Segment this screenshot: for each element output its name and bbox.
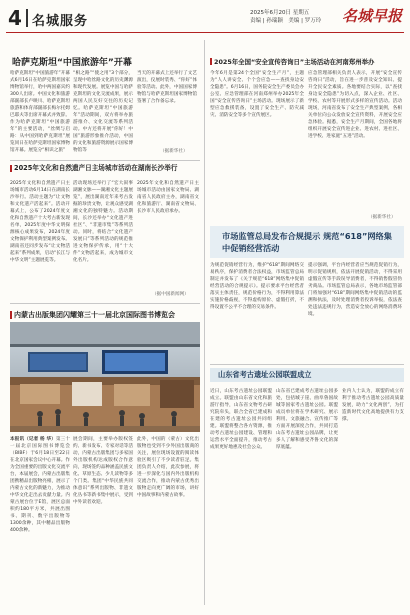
section-divider	[210, 364, 404, 365]
article-bookfair-col2: 展会期间，主要举办版权签约、新书发布、专家对话等活动，内蒙古出版集团与多家国外出版机构达成版权合作意向，现场签约品种涵盖民族文化、草原生态、少儿读物等多个门类。集团“中华民族共同体意识”系列出版物、非遗文化丛书等新书集中展示，受到中外读者欢迎。	[73, 437, 133, 505]
exhibition-hall-image	[10, 322, 200, 432]
masthead-logo: 名城早报	[341, 7, 402, 25]
article-harbin-title[interactable]: 哈萨克斯坦“中国旅游年”开幕	[12, 58, 132, 68]
article-harbin-col2: “相之路”“使之用”3个部分，呈现中哈丝路文化的历史渊源和现代发展。展览中国与哈萨克斯坦的文化交流成果，展示两国人民友好交往的历史记忆。哈萨克斯坦“中国旅游年”活动期间，双方将举办旅游推介、文化交流等系列活动。中方还将开展“你好！中国”旅游形象推介活动，中国的文化和旅游资源展示国家博物馆等	[73, 71, 133, 153]
article-culture-col1: 2025年文化和自然遗产日主场城市活动6月14日在湖南长沙举行。活动主题为“让文物和文化遗产活起来”。活动开幕式上，公布了2024年度文化和自然遗产十大考古新发现名单，2025年度中华文明探源核心成果发布，2024年度文物保护利用典型案例发布。湖南省还同步发布“让文物活起来”系列成果，启动“长江与中华文明”主题展览等。	[10, 181, 70, 263]
article-shandong-col1: 近日，山东考古遗址公园联盟成立。联盟由山东省文化和旅游厅指导，山东省文物考古研究院牵头，联合全省已建成和在建的考古遗址公园共同组建。联盟将整合各方资源，推动考古遗址公园建设、管理和运营水平全面提升，推动考古成果更好地惠及社会公众。	[210, 389, 272, 450]
header-divider	[26, 9, 28, 27]
article-safety-title[interactable]: 2025年全国“安全宣传咨询日”主场活动在河南郑州举办	[214, 57, 404, 66]
header-rule	[6, 32, 404, 33]
article-harbin-col1: 哈萨克斯坦“中国旅游年”开幕式6月16日在哈萨克斯坦国家博物馆举行，哈中两国嘉宾约300人出席。中国文化和旅游部副部长卢映川、哈萨克斯坦旅游和体育部副部长梅尔托姆巴耶夫等出席开幕式并致辞。作为哈萨克斯坦“中国旅游年”的主要活动，“丝绸与启路：从中国到哈萨克斯坦”展览同日在哈萨克斯坦国家博物馆开幕。展览分“相识之旅”	[10, 71, 70, 153]
column-divider	[204, 40, 205, 605]
article-shandong-col3: 业内人士认为，联盟的成立有利于推动考古遗址公园高质量发展，助力“文化两创”，为打造新时代文化高地提供有力支撑。	[342, 389, 404, 422]
article-market-col2: 提示强调，平台内经营者应当规范促销行为，明示促销规则，依法开展促销活动，不得采用虚假宣传等手段误导消费者，不得销售假冒伪劣商品。市场监管总局表示，各地市场监管部门将加强对“618”期间网络集中促销活动的监测和执法，及时处理消费者投诉举报，依法查处违法违规行为，营造安全放心的网络消费环境。	[308, 263, 402, 317]
article-harbin-credit: （据新华社）	[160, 149, 188, 154]
article-culture-col3: 2025年文化和自然遗产日主场城市活动由国家文物局、湖南省人民政府主办，湖南省文化和旅游厅、湖南省文物局、长沙市人民政府承办。	[137, 181, 199, 214]
article-market-title[interactable]: 市场监管总局发布合规提示 规范“618”网络集中促销经营活动	[222, 231, 392, 253]
article-bookfair-title[interactable]: 内蒙古出版集团闪耀第三十一届北京国际图书博览会	[14, 310, 200, 320]
section-title: 名城服务	[32, 14, 89, 29]
article-safety-col1: 今年6月是第24个全国“安全生产月”，主题为“人人讲安全、个个会应急——查找身边安全隐患”。6月16日，国务院安全生产委员会办公室、应急管理部在河南郑州举办2025年全国“安全宣传咨询日”主场活动。现场展示了新型应急救援装备，设置了安全生产、防灾减灾、消防安全等多个宣传展区。	[210, 71, 304, 118]
article-shandong-title[interactable]: 山东省考古遗址公园联盟成立	[218, 370, 312, 379]
section-divider	[10, 160, 200, 161]
article-culture-title[interactable]: 2025年文化和自然遗产日主场城市活动在湖南长沙举行	[14, 164, 200, 173]
page-header	[6, 4, 404, 34]
article-bookfair-lead: 本报讯（记者 杨 华）	[10, 437, 56, 442]
article-shandong-col2: 山东省已建成考古遗址公园多处，包括城子崖、曲阜鲁国故城等国家考古遗址公园。联盟成员单位将在学术研究、展示利用、文旅融合、宣传推广等方面开展深度合作，共同打造山东考古遗址公园品牌，让更多人了解和感受齐鲁文化的深厚底蕴。	[276, 389, 338, 450]
issue-date: 2025年6月20日 星期五	[250, 10, 310, 16]
book-fair-photo	[10, 322, 200, 432]
article-market-col1: 为规范促销经营行为，维护“618”期间网络交易秩序，保护消费者合法权益，市场监管总局制定并发布了《关于规范“618”网络集中促销经营活动的合规提示》。提示要求平台经营者落实主体责任，规范价格行为，不得利用算法实施价格歧视，不得虚构原价、虚假打折，不得设置不公平不合理的交易条件。	[210, 263, 304, 310]
article-bookfair-col1-text: 第三十一届北京国际图书博览会（BIBF）于6月18日至22日在北京国家会议中心开幕。作为全国重要的出版文化交流平台，本届展会，内蒙古出版集团携精品出版物亮相，展示了内蒙古文化的新魅力，为推动中华文化走出去贡献力量。内蒙古展台位于E馆，展区总面积约180平方米，共展出图书、期刊、数字出版物等1300余种，其中精品出版物400余种。	[10, 437, 70, 533]
article-culture-credit: （据中国新闻网）	[152, 292, 189, 297]
article-culture-col2: 活动现场还举行了“宏大叙事 湖湘文脉——湖湘文化主题展览”，展出湖南近年来考古发掘的珍贵文物，让观众感受湖湘文化的独特魅力。活动期间，长沙还举办“文化遗产进社区”、“非遗市集”等系列活动。同时，将结合“文化遗产发展日”等系列活动的规范推进文物保护传承，用“十大件”文物活起来，成为城市文化名片。	[73, 181, 133, 263]
editor-credits: 责编 | 孙瑞颖 美编 | 罗万玲	[250, 18, 322, 24]
article-bookfair-col3: 此外，中国的（蒙古）文化出版物也受到不少外国出版商的关注，展位现场设置的阅读体验区吸引了不少读者驻足。集团负责人介绍，此次参展，将进一步深化与国内外出版机构交流合作，推动内蒙古优秀出版物走向更广阔的市场，讲好中国故事和内蒙古故事。	[137, 437, 199, 498]
article-safety-credit: （据新华社）	[368, 215, 396, 220]
article-harbin-col3: 当天的开幕式上还举行了文艺演出，仪展时装秀、“你好”体验等活动。此外，中国国家博物馆与哈萨克斯坦国家博物馆签署了合作备忘录。	[137, 71, 197, 104]
page-number: 4	[8, 6, 22, 30]
article-bookfair-col1	[10, 436, 70, 606]
article-safety-col2: 应急管理部相关负责人表示，开展“安全宣传咨询日”活动，旨在进一步普及安全知识、提升全民安全素质。各地要结合实际，以“查找身边安全隐患”为切入点，深入企业、社区、学校、农村等开展形式多样的宣传活动。活动现场，河南省发布了安全生产典型案例，各相关单位向公众发放安全宣传资料，开展安全应急体验。据悉，安全生产月期间，全国各地将组织开展安全宣传进企业、进农村、进社区、进学校、进家庭“五进”活动。	[308, 71, 402, 139]
section-divider	[10, 303, 200, 304]
